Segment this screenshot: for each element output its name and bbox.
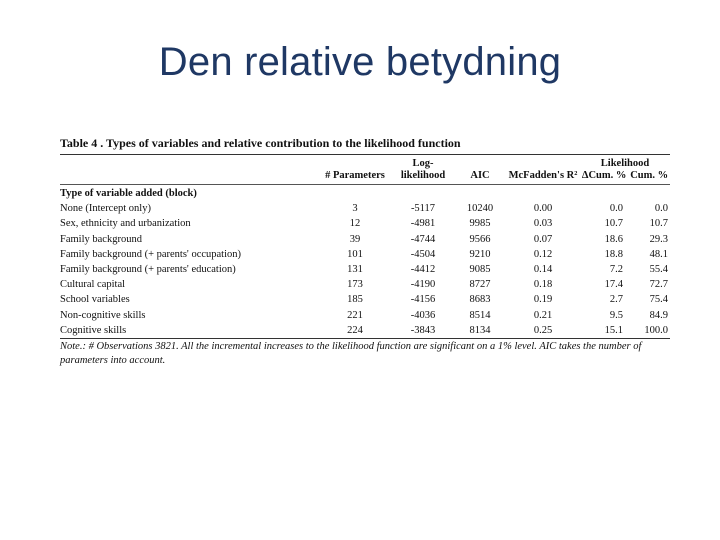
results-table bbox=[60, 155, 670, 339]
cell-parameters: 173 bbox=[347, 279, 363, 291]
cell-cum: 29.3 bbox=[649, 233, 668, 245]
cell-parameters: 101 bbox=[347, 248, 363, 260]
cell-loglik: -4412 bbox=[410, 264, 436, 276]
cell-label: Non-cognitive skills bbox=[60, 309, 146, 321]
cell-mcfadden: 0.18 bbox=[533, 279, 553, 291]
cell-loglik: -4744 bbox=[410, 233, 436, 245]
cell-label: Family background bbox=[60, 233, 142, 245]
table-row bbox=[60, 247, 670, 262]
cell-loglik: -4981 bbox=[410, 218, 436, 230]
table-note: Note.: # Observations 3821. All the incremental increases to the likelihood function are significant on a 1% level. AIC takes the number of parameters into account. bbox=[60, 341, 642, 367]
cell-parameters: 221 bbox=[347, 309, 363, 321]
header-delta-cum: ΔCum. % bbox=[581, 170, 627, 181]
cell-label: School variables bbox=[60, 294, 130, 306]
cell-mcfadden: 0.07 bbox=[533, 233, 553, 245]
cell-aic: 9566 bbox=[469, 233, 491, 245]
cell-loglik: -4504 bbox=[410, 248, 436, 260]
cell-delta-cum: 7.2 bbox=[609, 264, 623, 276]
table-row bbox=[60, 277, 670, 292]
cell-aic: 10240 bbox=[466, 203, 494, 215]
cell-parameters: 224 bbox=[318, 323, 392, 339]
cell-label: Family background (+ parents' occupation) bbox=[60, 248, 242, 260]
header-label bbox=[60, 155, 318, 185]
cell-mcfadden: 0.00 bbox=[533, 203, 553, 215]
cell-mcfadden: 0.25 bbox=[506, 323, 580, 339]
cell-parameters: 39 bbox=[349, 233, 361, 245]
table-row bbox=[60, 201, 670, 216]
cell-aic: 9985 bbox=[469, 218, 491, 230]
cell-cum: 48.1 bbox=[649, 248, 668, 260]
cell-aic: 9085 bbox=[469, 264, 491, 276]
cell-loglik: -5117 bbox=[410, 203, 436, 215]
header-parameters: # Parameters bbox=[318, 155, 392, 185]
cell-delta-cum: 15.1 bbox=[580, 323, 625, 339]
table-caption: Table 4 . Types of variables and relative contribution to the likelihood function bbox=[60, 136, 670, 155]
cell-delta-cum: 2.7 bbox=[609, 294, 623, 306]
cell-delta-cum: 18.8 bbox=[604, 248, 623, 260]
table-row bbox=[60, 308, 670, 323]
cell-delta-cum: 9.5 bbox=[609, 309, 623, 321]
cell-delta-cum: 18.6 bbox=[604, 233, 623, 245]
cell-delta-cum: 10.7 bbox=[604, 218, 623, 230]
cell-aic: 8683 bbox=[469, 294, 491, 306]
group-label: Type of variable added (block) bbox=[60, 188, 197, 199]
cell-cum: 0.0 bbox=[654, 203, 668, 215]
cell-loglik: -3843 bbox=[392, 323, 454, 339]
header-likelihood: Likelihood bbox=[600, 158, 650, 169]
header-aic: AIC bbox=[454, 155, 506, 185]
cell-aic: 8134 bbox=[454, 323, 506, 339]
cell-cum: 100.0 bbox=[625, 323, 670, 339]
cell-loglik: -4190 bbox=[410, 279, 436, 291]
cell-parameters: 3 bbox=[352, 203, 358, 215]
cell-loglik: -4036 bbox=[410, 309, 436, 321]
table-row bbox=[60, 292, 670, 307]
cell-aic: 8514 bbox=[469, 309, 491, 321]
cell-mcfadden: 0.21 bbox=[533, 309, 553, 321]
cell-cum: 72.7 bbox=[649, 279, 668, 291]
cell-mcfadden: 0.19 bbox=[533, 294, 553, 306]
header-loglikelihood: Log-likelihood bbox=[392, 155, 454, 185]
cell-cum: 10.7 bbox=[649, 218, 668, 230]
cell-parameters: 185 bbox=[347, 294, 363, 306]
slide-title: Den relative betydning bbox=[158, 40, 562, 84]
header-likelihood-group bbox=[580, 155, 670, 185]
cell-label: None (Intercept only) bbox=[60, 203, 151, 215]
table-row bbox=[60, 216, 670, 231]
table-row bbox=[60, 232, 670, 247]
header-cum: Cum. % bbox=[630, 170, 669, 181]
cell-label: Cultural capital bbox=[60, 279, 126, 291]
header-mcfadden: McFadden's R² bbox=[506, 155, 580, 185]
cell-aic: 9210 bbox=[469, 248, 491, 260]
cell-cum: 55.4 bbox=[649, 264, 668, 276]
table-row bbox=[60, 262, 670, 277]
cell-aic: 8727 bbox=[469, 279, 491, 291]
cell-cum: 75.4 bbox=[649, 294, 668, 306]
cell-cum: 84.9 bbox=[649, 309, 668, 321]
cell-label: Sex, ethnicity and urbanization bbox=[60, 218, 191, 230]
cell-label: Family background (+ parents' education) bbox=[60, 264, 236, 276]
cell-delta-cum: 17.4 bbox=[604, 279, 623, 291]
cell-loglik: -4156 bbox=[410, 294, 436, 306]
table-row bbox=[60, 323, 670, 339]
cell-delta-cum: 0.0 bbox=[609, 203, 623, 215]
cell-label: Cognitive skills bbox=[60, 323, 318, 339]
cell-mcfadden: 0.12 bbox=[533, 248, 553, 260]
cell-parameters: 131 bbox=[347, 264, 363, 276]
results-table-block bbox=[60, 136, 670, 368]
group-row bbox=[60, 185, 670, 202]
cell-mcfadden: 0.03 bbox=[533, 218, 553, 230]
cell-mcfadden: 0.14 bbox=[533, 264, 553, 276]
cell-parameters: 12 bbox=[349, 218, 361, 230]
